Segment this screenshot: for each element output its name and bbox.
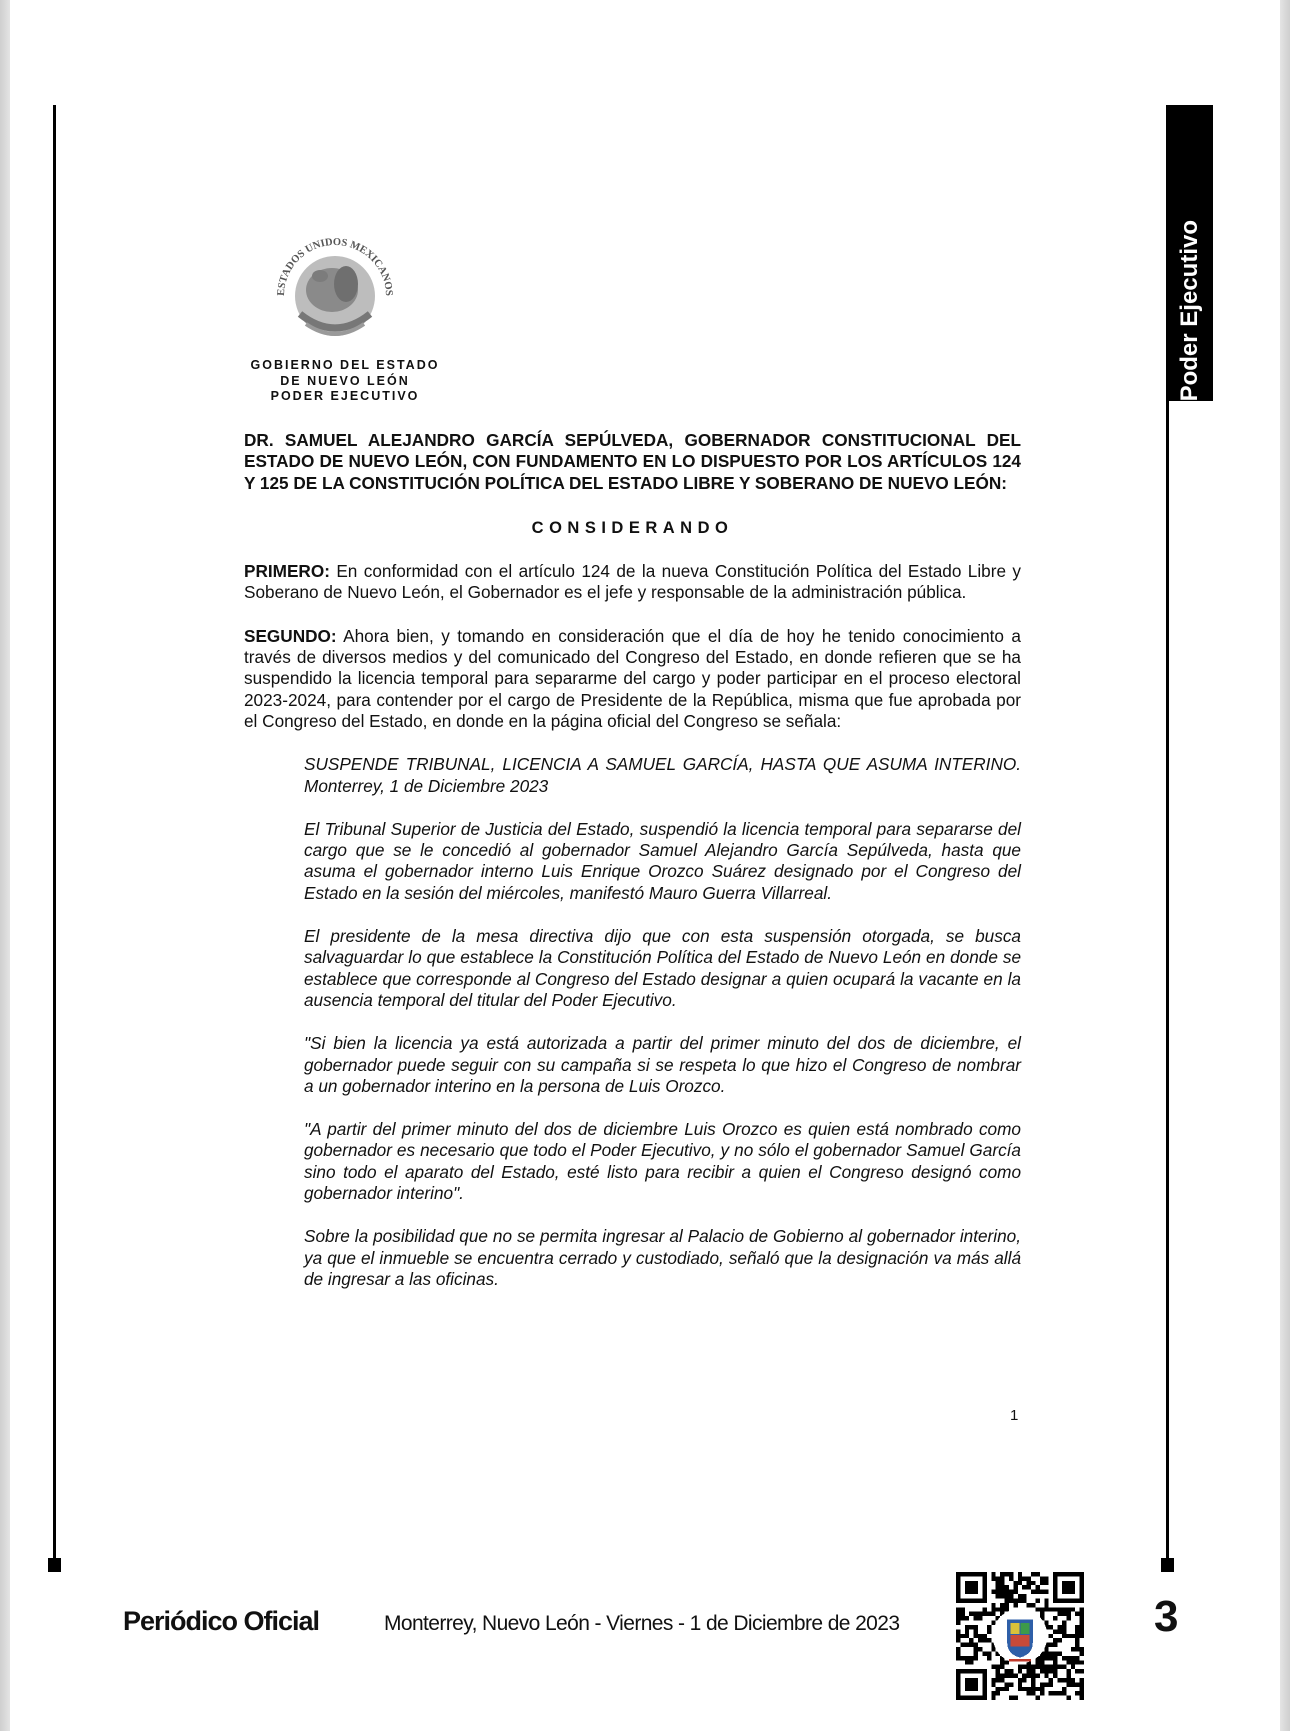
government-header-line: PODER EJECUTIVO [270,389,420,403]
section-side-tab [1166,105,1213,401]
inner-page-number: 1 [1010,1407,1019,1424]
quote-paragraph: "A partir del primer minuto del dos de diciembre Luis Orozco es quien está nombrado como gobernador es necesario que todo el Poder Ejecutivo, y no sólo el gobernador Samuel García sino todo el aparato del Estado, esté listo para recibir a quien el Congreso designó como gobernador interino". [304,1119,1021,1204]
paragraph-label: SEGUNDO: [244,625,337,646]
quote-paragraph: SUSPENDE TRIBUNAL, LICENCIA A SAMUEL GARCÍA, HASTA QUE ASUMA INTERINO. Monterrey, 1 de Diciembre 2023 [304,754,1021,796]
quote-paragraph: "Si bien la licencia ya está autorizada a partir del primer minuto del dos de diciembre, el gobernador puede seguir con su campaña si se respeta lo que hizo el Congreso de nombrar a un gobernador interino en la persona de Luis Orozco. [304,1033,1021,1096]
left-border-cap [48,1558,61,1572]
mexican-coat-of-arms-icon [270,232,400,350]
footer-page-number: 3 [1154,1592,1179,1641]
viewer-left-edge [0,0,10,1731]
quote-paragraph: Sobre la posibilidad que no se permita ingresar al Palacio de Gobierno al gobernador interino, ya que el inmueble se encuentra cerrado y custodiado, señaló que la designación va más allá de ingresar a las oficinas. [304,1226,1021,1289]
footer-date-line: Monterrey, Nuevo León - Viernes - 1 de Diciembre de 2023 [384,1612,900,1635]
paragraph-label: PRIMERO: [244,561,330,582]
government-header [230,358,460,405]
paragraph-text: Ahora bien, y tomando en consideración que el día de hoy he tenido conocimiento a través de diversos medios y del comunicado del Congreso del Estado, en donde refieren que se ha suspendido la licencia temporal para separarme del cargo y poder participar en el proceso electoral 2023-2024, para contender por el cargo de Presidente de la República, misma que fue aprobada por el Congreso del Estado, en donde en la página oficial del Congreso se señala: [244,625,1021,731]
left-border-rule [53,105,56,1560]
qr-code-icon[interactable] [956,1572,1084,1700]
quote-paragraph: El Tribunal Superior de Justicia del Estado, suspendió la licencia temporal para separarse del cargo que se le concedió al gobernador Samuel Alejandro García Sepúlveda, hasta que asuma el gobernador interno Luis Enrique Orozco Suárez designado por el Congreso del Estado en la sesión del miércoles, manifestó Mauro Guerra Villarreal. [304,818,1021,903]
document-body [244,430,1021,1312]
quote-paragraph: El presidente de la mesa directiva dijo que con esta suspensión otorgada, se busca salvaguardar lo que establece la Constitución Política del Estado de Nuevo León en donde se establece que corresponde al Congreso del Estado designar a quien ocupará la vacante en la ausencia temporal del titular del Poder Ejecutivo. [304,926,1021,1010]
government-header-line: GOBIERNO DEL ESTADO [250,358,440,372]
viewer-right-edge [1280,0,1290,1731]
government-header-line: DE NUEVO LEÓN [280,373,410,388]
footer-publication-name: Periódico Oficial [123,1606,320,1636]
right-border-rule [1166,400,1169,1560]
seal-legend: ESTADOS UNIDOS MEXICANOS [275,236,395,297]
section-side-tab-label: Poder Ejecutivo [1175,219,1203,401]
paragraph-segundo [244,626,1021,732]
quoted-congress-statement [304,754,1021,1290]
section-title: CONSIDERANDO [531,518,734,537]
decree-preamble: DR. SAMUEL ALEJANDRO GARCÍA SEPÚLVEDA, GOBERNADOR CONSTITUCIONAL DEL ESTADO DE NUEVO LEÓN, CON FUNDAMENTO EN LO DISPUESTO POR LOS ARTÍCULOS 124 Y 125 DE LA CONSTITUCIÓN POLÍTICA DEL ESTADO LIBRE Y SOBERANO DE NUEVO LEÓN: [244,430,1021,493]
paragraph-text: En conformidad con el artículo 124 de la nueva Constitución Política del Estado Libre y Soberano de Nuevo León, el Gobernador es el jefe y responsable de la administración pública. [244,561,1021,603]
right-border-cap [1161,1558,1174,1572]
paragraph-primero [244,561,1021,604]
